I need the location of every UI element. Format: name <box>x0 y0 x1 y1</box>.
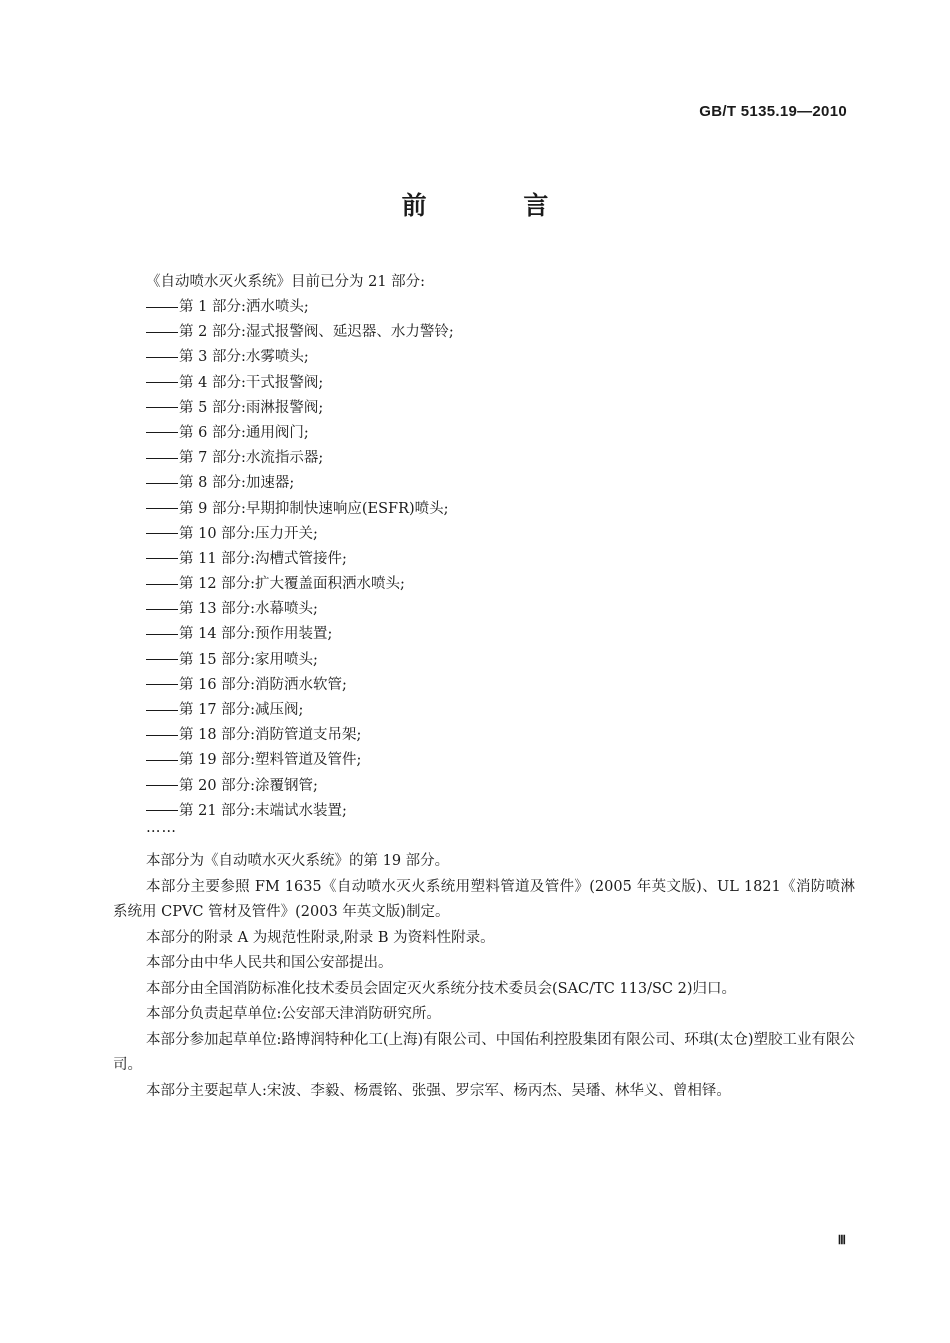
paragraph: 本部分参加起草单位:路博润特种化工(上海)有限公司、中国佑利控股集团有限公司、环琪(太仓)塑胶工业有限公司。 <box>113 1031 856 1073</box>
part-text: 第 17 部分:减压阀; <box>179 702 304 718</box>
list-item <box>146 471 454 496</box>
part-text: 第 13 部分:水幕喷头; <box>179 601 318 618</box>
list-ellipsis: …… <box>146 820 177 836</box>
part-text: 第 19 部分:塑料管道及管件; <box>179 752 362 769</box>
list-item <box>146 648 454 673</box>
dash-mark <box>146 458 178 459</box>
part-text: 第 2 部分:湿式报警阀、延迟器、水力警铃; <box>179 324 454 341</box>
paragraph: 本部分为《自动喷水灭火系统》的第 19 部分。 <box>146 853 450 869</box>
list-item <box>146 673 454 698</box>
dash-mark <box>146 684 178 685</box>
list-item <box>146 622 454 647</box>
dash-mark <box>146 533 178 534</box>
part-text: 第 10 部分:压力开关; <box>179 525 318 542</box>
part-text: 第 11 部分:沟槽式管接件; <box>179 550 347 567</box>
standard-number: GB/T 5135.19—2010 <box>699 103 847 120</box>
dash-mark <box>146 760 178 761</box>
part-text: 第 5 部分:雨淋报警阀; <box>179 399 324 416</box>
dash-mark <box>146 407 178 408</box>
list-item <box>146 345 454 370</box>
dash-mark <box>146 584 178 585</box>
dash-mark <box>146 785 178 786</box>
paragraph: 本部分主要起草人:宋波、李毅、杨震铭、张强、罗宗军、杨丙杰、吴璠、林华义、曾相铎。 <box>146 1082 731 1099</box>
dash-mark <box>146 710 178 711</box>
part-text: 第 12 部分:扩大覆盖面积洒水喷头; <box>179 576 405 593</box>
list-item <box>146 774 454 799</box>
paragraph: 本部分由全国消防标准化技术委员会固定灭火系统分技术委员会(SAC/TC 113/SC 2)归口。 <box>146 980 736 997</box>
paragraph: 本部分由中华人民共和国公安部提出。 <box>146 955 393 971</box>
dash-mark <box>146 609 178 610</box>
part-text: 第 16 部分:消防洒水软管; <box>179 676 347 693</box>
list-item <box>146 748 454 773</box>
body-paragraphs <box>113 849 855 1104</box>
dash-mark <box>146 332 178 333</box>
part-text: 第 6 部分:通用阀门; <box>179 424 309 441</box>
list-item <box>146 572 454 597</box>
part-text: 第 18 部分:消防管道支吊架; <box>179 727 362 744</box>
list-item <box>146 522 454 547</box>
dash-mark <box>146 508 178 509</box>
dash-mark <box>146 382 178 383</box>
list-item <box>146 497 454 522</box>
dash-mark <box>146 432 178 433</box>
list-item <box>146 446 454 471</box>
page-number: Ⅲ <box>837 1233 846 1247</box>
intro-text: 《自动喷水灭火系统》目前已分为 21 部分: <box>146 274 426 290</box>
dash-mark <box>146 307 178 308</box>
list-item <box>146 371 454 396</box>
part-text: 第 7 部分:水流指示器; <box>179 450 324 467</box>
part-text: 第 8 部分:加速器; <box>179 475 295 492</box>
list-item <box>146 698 454 723</box>
list-item <box>146 396 454 421</box>
list-item <box>146 799 454 824</box>
dash-mark <box>146 810 178 811</box>
part-text: 第 14 部分:预作用装置; <box>179 626 333 643</box>
paragraph: 本部分主要参照 FM 1635《自动喷水灭火系统用塑料管道及管件》(2005 年英文版)、UL 1821《消防喷淋系统用 CPVC 管材及管件》(2003 年英文版)制定。 <box>113 878 855 920</box>
part-text: 第 9 部分:早期抑制快速响应(ESFR)喷头; <box>179 500 449 517</box>
parts-list <box>146 295 454 824</box>
list-item <box>146 421 454 446</box>
dash-mark <box>146 357 178 358</box>
list-item <box>146 295 454 320</box>
dash-mark <box>146 634 178 635</box>
paragraph: 本部分的附录 A 为规范性附录,附录 B 为资料性附录。 <box>146 929 495 946</box>
part-text: 第 1 部分:洒水喷头; <box>179 299 309 315</box>
list-item <box>146 723 454 748</box>
dash-mark <box>146 483 178 484</box>
dash-mark <box>146 659 178 660</box>
part-text: 第 21 部分:末端试水装置; <box>179 802 347 819</box>
list-item <box>146 597 454 622</box>
part-text: 第 4 部分:干式报警阀; <box>179 374 324 391</box>
part-text: 第 20 部分:涂覆钢管; <box>179 777 318 794</box>
part-text: 第 15 部分:家用喷头; <box>179 651 318 668</box>
list-item <box>146 547 454 572</box>
part-text: 第 3 部分:水雾喷头; <box>179 349 309 366</box>
paragraph: 本部分负责起草单位:公安部天津消防研究所。 <box>146 1006 441 1022</box>
dash-mark <box>146 558 178 559</box>
list-item <box>146 320 454 345</box>
page-title: 前 言 <box>401 191 593 220</box>
dash-mark <box>146 735 178 736</box>
